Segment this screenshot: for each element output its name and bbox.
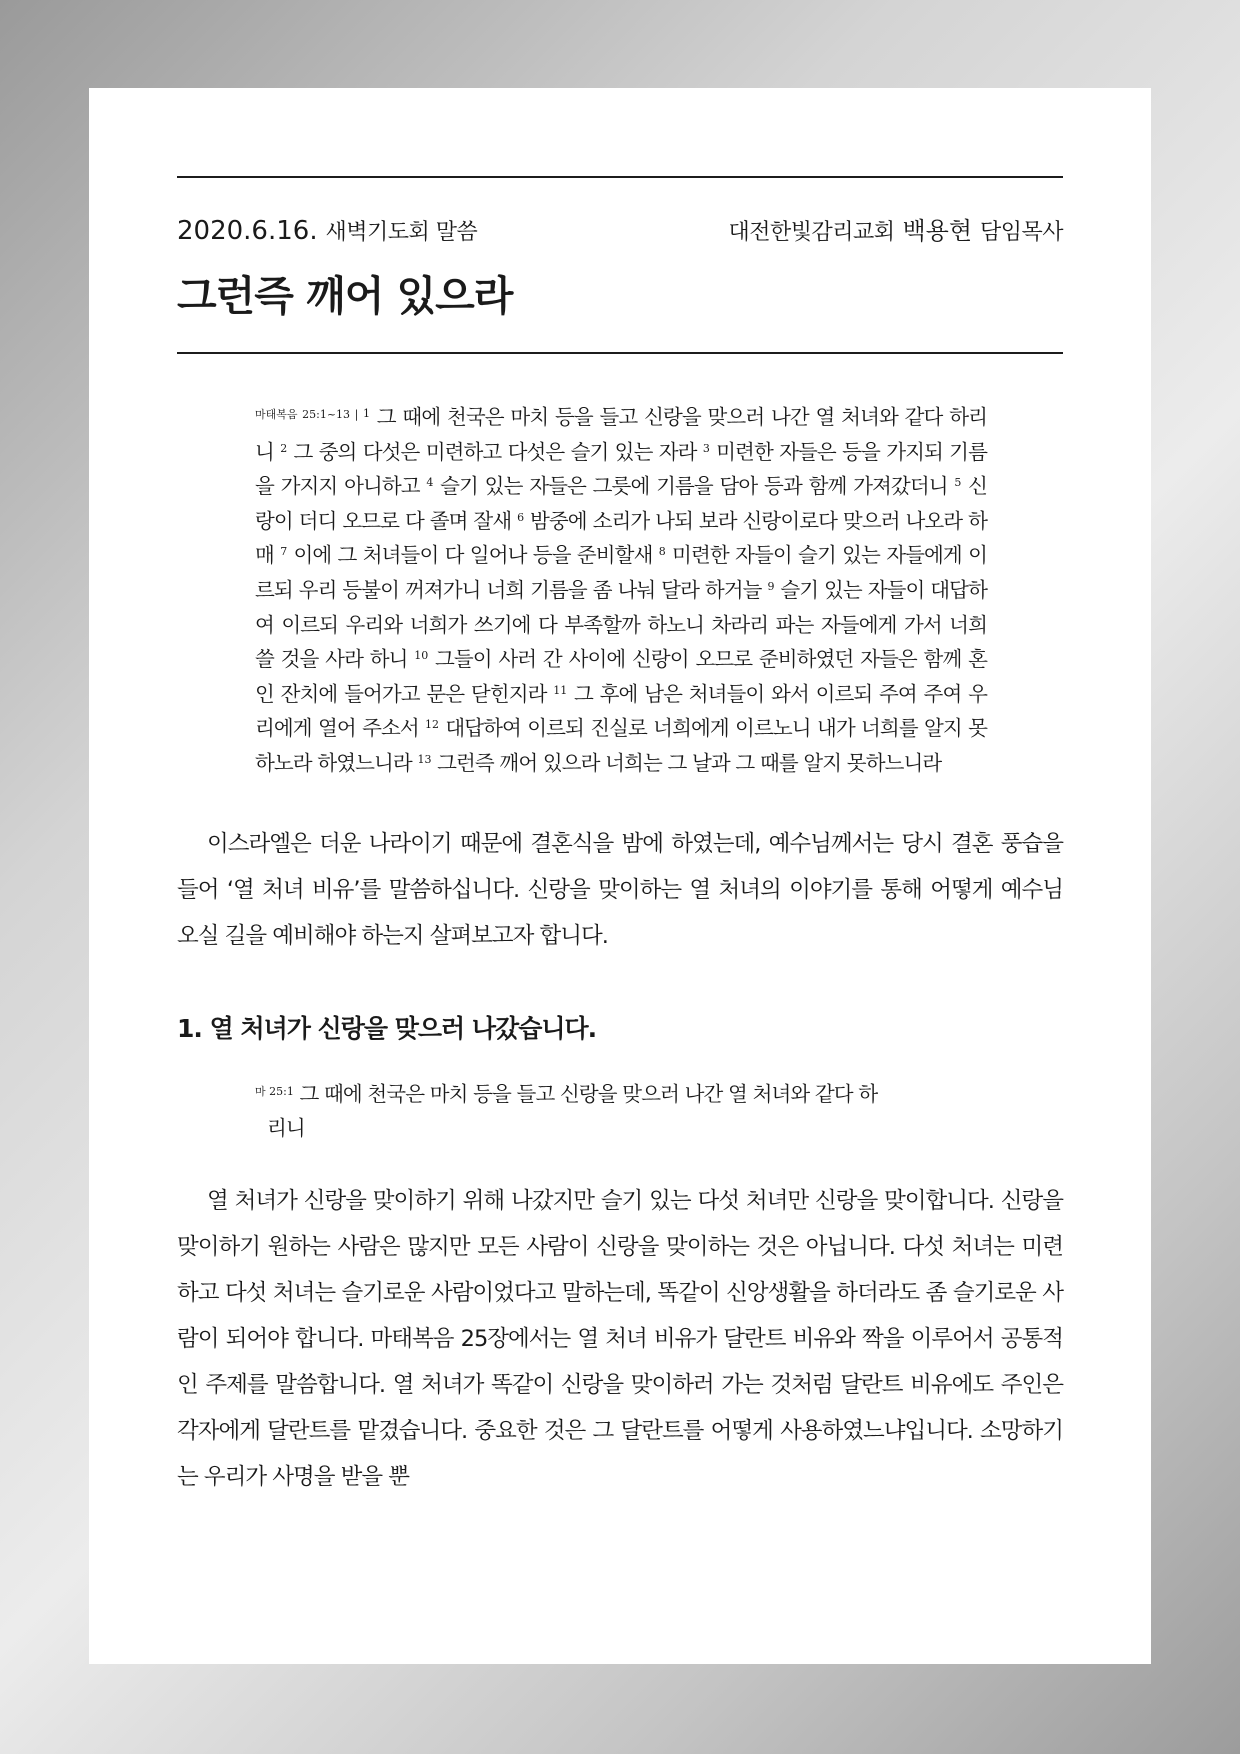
pastor-role: 담임목사 [979,220,1063,245]
verse-number: 3 [702,441,710,455]
page-content [177,176,1063,1500]
verse-number: 6 [517,510,525,524]
verse-text: 밤중에 소리가 나되 보라 신랑이로다 맞으러 나오라 하매 [255,508,987,568]
scripture-quote [255,1075,987,1146]
section-paragraph: 열 처녀가 신랑을 맞이하기 위해 나갔지만 슬기 있는 다섯 처녀만 신랑을 맞이합니다. 신랑을 맞이하기 원하는 사람은 많지만 모든 사람이 신랑을 맞이하는 것은 아닙니다. 다섯 처녀는 미련하고 다섯 처녀는 슬기로운 사람이었다고 말하는데, 똑같이 신앙생활을 하더라도 좀 슬기로운 사람이 되어야 합니다. 마태복음 25장에서는 열 처녀 비유가 달란트 비유와 짝을 이루어서 공통적인 주제를 말씀합니다. 열 처녀가 똑같이 신랑을 맞이하러 가는 것처럼 달란트 비유에도 주인은 각자에게 달란트를 맡겼습니다. 중요한 것은 그 달란트를 어떻게 사용하였느냐입니다. 소망하기는 우리가 사명을 받을 뿐 [177,1187,1063,1490]
verse-number: 4 [426,476,434,490]
church-name: 대전한빛감리교회 [728,220,895,245]
scripture-passage [255,398,987,781]
title-rule [177,352,1063,354]
verse-number: 2 [280,441,288,455]
verse-text: 그 중의 다섯은 미련하고 다섯은 슬기 있는 자라 [287,439,703,464]
verse-text: 그 후에 남은 처녀들이 와서 이르되 주여 주여 우리에게 열어 주소서 [255,681,987,741]
pastor-name: 백용현 [902,217,973,245]
verse-number: 11 [553,683,568,697]
quote-text: 그 때에 천국은 마치 등을 들고 신랑을 맞으러 나간 열 처녀와 같다 하 [293,1081,878,1106]
verse-text: 신랑이 더디 오므로 다 졸며 잘새 [255,474,987,533]
verse-number: 7 [280,545,288,559]
sermon-meta [177,216,1063,248]
verse-number: 9 [767,579,775,593]
verse-number: 5 [954,476,962,490]
verse-text: 대답하여 이르되 진실로 너희에게 이르노니 내가 너희를 알지 못하노라 하였느니라 [255,716,987,775]
verse-text: 그 때에 천국은 마치 등을 들고 신랑을 맞으러 나간 열 처녀와 같다 하리니 [255,405,987,464]
verse-text: 그런즉 깨어 있으라 너희는 그 날과 그 때를 알지 못하느니라 [431,750,942,775]
quote-reference: 마 25:1 [255,1084,294,1098]
preacher-line [728,216,1063,248]
verse-text: 미련한 자들은 등을 가지되 기름을 가지지 아니하고 [255,439,987,499]
verse-text: 그들이 사러 간 사이에 신랑이 오므로 준비하였던 자들은 함께 혼인 잔치에 들어가고 문은 닫힌지라 [255,647,987,706]
verse-number: 8 [658,545,666,559]
service-name: 새벽기도회 말씀 [325,220,478,245]
verse-text: 슬기 있는 자들은 그릇에 기름을 담아 등과 함께 가져갔더니 [433,474,955,499]
document-page [89,88,1151,1664]
verse-number: 12 [425,718,440,732]
verse-number: 10 [414,649,429,663]
sermon-date-line [177,216,477,248]
sermon-title: 그런즉 깨어 있으라 [177,272,513,320]
verse-number: 1 [363,407,371,420]
top-rule [177,176,1063,178]
scripture-reference: 마태복음 25:1~13 | [255,408,364,421]
section-heading: 1. 열 처녀가 신랑을 맞으러 나갔습니다. [177,1013,597,1043]
verse-text: 미련한 자들이 슬기 있는 자들에게 이르되 우리 등불이 꺼져가니 너희 기름을 좀 나눠 달라 하거늘 [255,543,987,602]
verse-text: 슬기 있는 자들이 대답하여 이르되 우리와 너희가 쓰기에 다 부족할까 하노니 차라리 파는 자들에게 가서 너희 쓸 것을 사라 하니 [255,577,987,672]
sermon-date: 2020.6.16. [177,216,318,246]
verse-number: 13 [417,752,432,766]
quote-text-continued: 리니 [267,1116,305,1141]
intro-paragraph: 이스라엘은 더운 나라이기 때문에 결혼식을 밤에 하였는데, 예수님께서는 당시 결혼 풍습을 들어 ‘열 처녀 비유’를 말씀하십니다. 신랑을 맞이하는 열 처녀의 이야기를 통해 어떻게 예수님 오실 길을 예비해야 하는지 살펴보고자 합니다. [177,830,1063,949]
verse-text: 이에 그 처녀들이 다 일어나 등을 준비할새 [287,543,659,568]
